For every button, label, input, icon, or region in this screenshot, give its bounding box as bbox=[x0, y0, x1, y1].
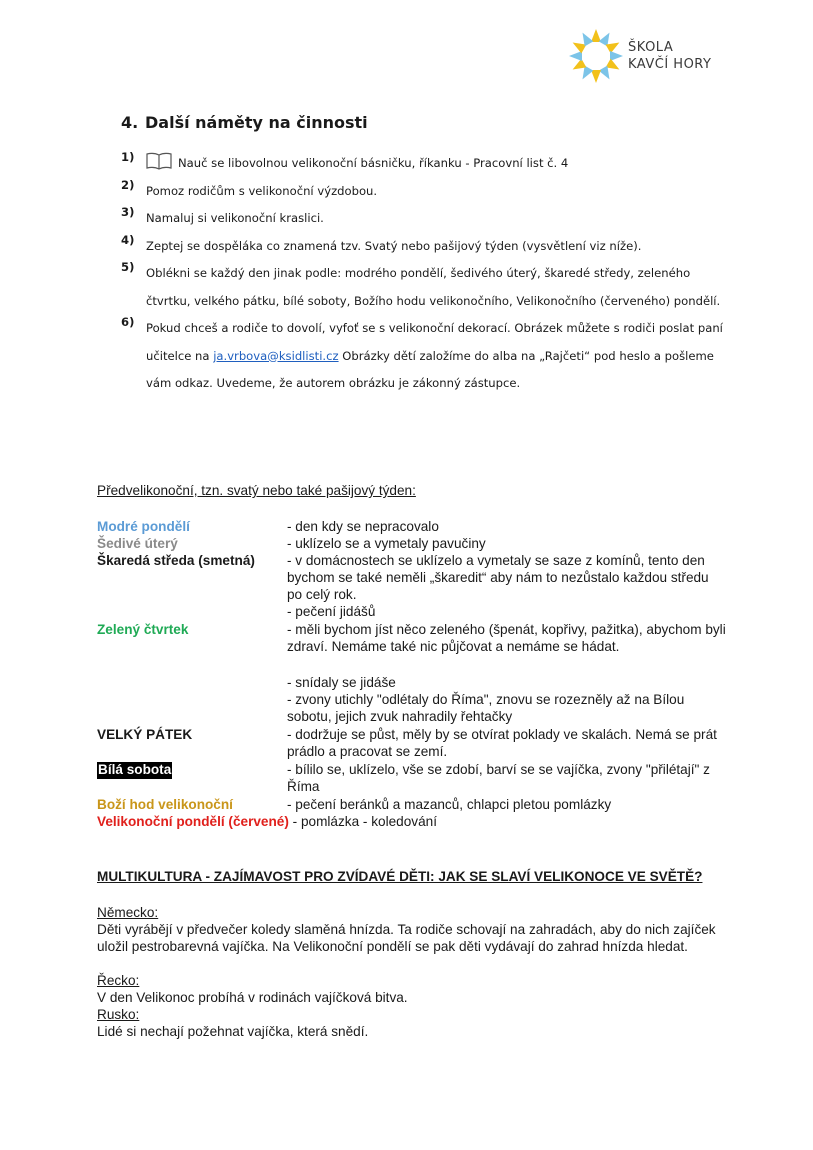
multikultura-title: MULTIKULTURA - ZAJÍMAVOST PRO ZVÍDAVÉ DĚTI: JAK SE SLAVÍ VELIKONOCE VE SVĚTĚ? bbox=[97, 869, 703, 884]
activity-list bbox=[121, 150, 731, 398]
day-desc: - měli bychom jíst něco zeleného (špenát, kopřivy, pažitka), abychom byli zdraví. Nemáme také nic půjčovat a nemáme se hádat. bbox=[287, 622, 726, 654]
day-row bbox=[97, 814, 737, 831]
day-label: Velikonoční pondělí (červené) bbox=[97, 814, 289, 829]
country-text: V den Velikonoc probíhá v rodinách vajíčková bitva. bbox=[97, 990, 408, 1005]
country-name: Rusko: bbox=[97, 1007, 140, 1022]
list-item bbox=[121, 315, 731, 398]
list-item bbox=[121, 150, 731, 178]
school-logo bbox=[568, 28, 711, 84]
item-number: 4) bbox=[121, 232, 135, 247]
item-text-part: Obrázky dětí založíme do alba na „Rajčeti“ pod heslo a pošleme vám odkaz. Uvedeme, že autorem obrázku je zákonný zástupce. bbox=[146, 348, 714, 390]
item-text: Zeptej se dospěláka co znamená tzv. Svatý nebo pašijový týden (vysvětlení viz níže). bbox=[146, 238, 642, 253]
item-text bbox=[146, 315, 731, 398]
item-number: 1) bbox=[121, 150, 135, 164]
day-desc: - den kdy se nepracovalo bbox=[287, 519, 439, 534]
day-desc: - snídaly se jidáše bbox=[287, 675, 396, 690]
day-desc: - zvony utichly "odlétaly do Říma", znovu se rozezněly až na Bílou sobotu, jejich zvuk nahradily řehtačky bbox=[287, 692, 685, 724]
day-desc: - dodržuje se půst, měly by se otvírat poklady ve skalách. Nemá se prát prádlo a pracovat se zemí. bbox=[287, 727, 717, 759]
day-label: VELKÝ PÁTEK bbox=[97, 727, 193, 742]
holyweek-heading: Předvelikonoční, tzn. svatý nebo také pašijový týden: bbox=[97, 483, 416, 498]
section-heading bbox=[121, 113, 368, 132]
item-number: 2) bbox=[121, 177, 135, 192]
day-desc: - pečení jidášů bbox=[287, 604, 376, 619]
country-name: Řecko: bbox=[97, 973, 140, 988]
open-book-icon bbox=[146, 152, 172, 170]
section-number: 4. bbox=[121, 113, 139, 132]
day-desc: - uklízelo se a vymetaly pavučiny bbox=[287, 536, 486, 551]
sun-star-logo-icon bbox=[568, 28, 624, 84]
list-item bbox=[121, 260, 731, 315]
day-desc: - pečení beránků a mazanců, chlapci pletou pomlázky bbox=[287, 797, 612, 812]
day-label: Boží hod velikonoční bbox=[97, 797, 233, 812]
country-text: Lidé si nechají požehnat vajíčka, která snědí. bbox=[97, 1024, 369, 1039]
list-item bbox=[121, 178, 731, 206]
list-item bbox=[121, 205, 731, 233]
item-text: Nauč se libovolnou velikonoční básničku, říkanku - Pracovní list č. 4 bbox=[178, 156, 569, 170]
email-link[interactable]: ja.vrbova@ksidlisti.cz bbox=[213, 348, 339, 363]
day-label: Modré pondělí bbox=[97, 519, 190, 534]
day-desc: - v domácnostech se uklízelo a vymetaly se saze z komínů, tento den bychom se také neměli „škaredit“ aby nám to nezůstalo každou středu po celý rok. bbox=[287, 553, 709, 602]
day-desc: - pomlázka - koledování bbox=[288, 814, 437, 829]
item-number: 6) bbox=[121, 315, 135, 329]
item-number: 3) bbox=[121, 205, 135, 219]
logo-line-2: KAVČÍ HORY bbox=[628, 57, 712, 72]
list-item bbox=[121, 233, 731, 261]
item-text: Pomoz rodičům s velikonoční výzdobou. bbox=[146, 183, 378, 198]
day-label: Šedivé úterý bbox=[97, 536, 178, 551]
day-label: Zelený čtvrtek bbox=[97, 622, 189, 637]
item-text: Oblékni se každý den jinak podle: modrého pondělí, šedivého úterý, škaredé středy, zeleného čtvrtku, velkého pátku, bílé soboty, Božího hodu velikonočního, Velikonočního (červeného) pondělí. bbox=[146, 266, 721, 308]
item-text: Namaluj si velikonoční kraslici. bbox=[146, 211, 324, 225]
day-label: Bílá sobota bbox=[98, 762, 172, 777]
section-title: Další náměty na činnosti bbox=[145, 113, 368, 132]
item-text-part: Pokud chceš a rodiče to dovolí, vyfoť se s velikonoční dekorací. Obrázek můžete s rodiči poslat paní učitelce na bbox=[146, 321, 723, 363]
day-desc: - bílilo se, uklízelo, vše se zdobí, barví se se vajíčka, zvony "přilétají" z Říma bbox=[287, 762, 710, 794]
logo-line-1: ŠKOLA bbox=[628, 40, 674, 55]
day-label: Škaredá středa (smetná) bbox=[97, 553, 255, 568]
item-number: 5) bbox=[121, 260, 135, 274]
country-text: Děti vyrábějí v předvečer koledy slaměná hnízda. Ta rodiče schovají na zahradách, aby do nich zajíček uložil pestrobarevná vajíčka. Na Velikonoční pondělí se pak děti vydávají do zahrad hnízda hledat. bbox=[97, 922, 716, 954]
country-name: Německo: bbox=[97, 905, 159, 920]
